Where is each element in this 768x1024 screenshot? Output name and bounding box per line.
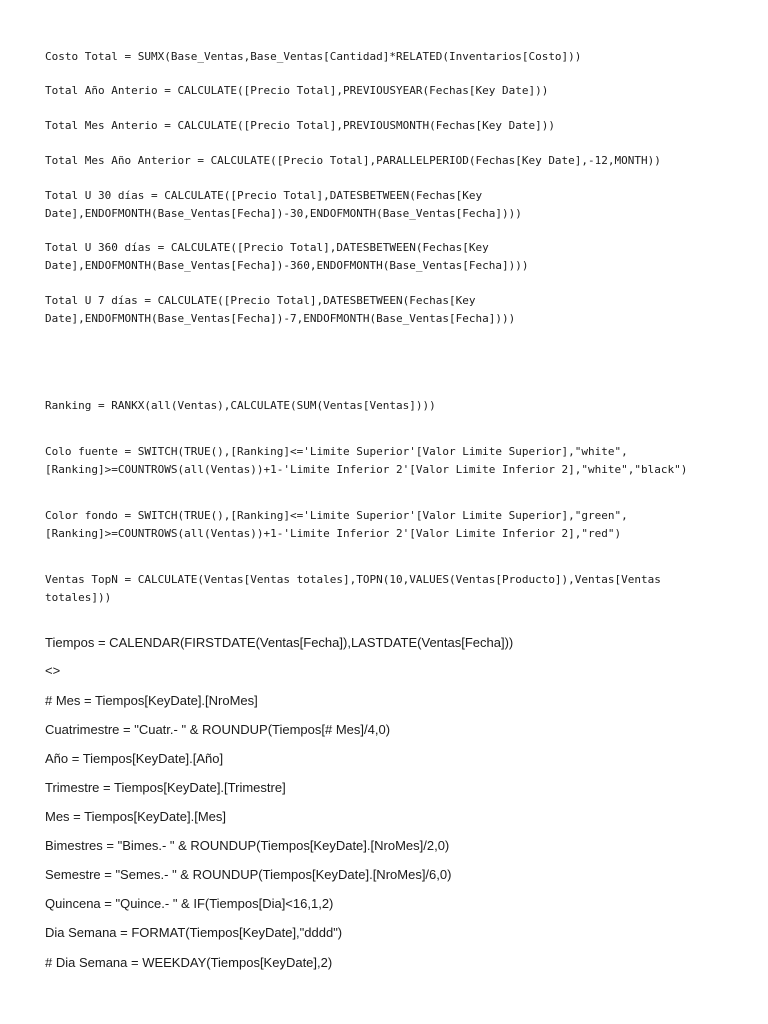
formula-num-mes: # Mes = Tiempos[KeyDate].[NroMes] [45, 693, 258, 708]
formula-quincena: Quincena = "Quince.- " & IF(Tiempos[Dia]<16,1,2) [45, 896, 334, 911]
formula-num-dia-semana: # Dia Semana = WEEKDAY(Tiempos[KeyDate],2) [45, 955, 333, 970]
formula-total-u-360-dias: Total U 360 días = CALCULATE([Precio Total],DATESBETWEEN(Fechas[Key Date],ENDOFMONTH(Base_Ventas[Fecha])-360,ENDOFMONTH(Base_Ventas[Fecha]))) [45, 241, 529, 272]
formula-semestre: Semestre = "Semes.- " & ROUNDUP(Tiempos[KeyDate].[NroMes]/6,0) [45, 867, 452, 882]
formula-total-u-30-dias: Total U 30 días = CALCULATE([Precio Total],DATESBETWEEN(Fechas[Key Date],ENDOFMONTH(Base_Ventas[Fecha])-30,ENDOFMONTH(Base_Ventas[Fecha]))) [45, 189, 522, 220]
formula-tiempos: Tiempos = CALENDAR(FIRSTDATE(Ventas[Fecha]),LASTDATE(Ventas[Fecha])) [45, 635, 514, 650]
formula-total-ano-anterio: Total Año Anterio = CALCULATE([Precio Total],PREVIOUSYEAR(Fechas[Key Date])) [45, 84, 549, 97]
formula-ranking: Ranking = RANKX(all(Ventas),CALCULATE(SUM(Ventas[Ventas]))) [45, 399, 436, 412]
formula-dia-semana: Dia Semana = FORMAT(Tiempos[KeyDate],"dddd") [45, 925, 343, 940]
formula-cuatrimestre: Cuatrimestre = "Cuatr.- " & ROUNDUP(Tiempos[# Mes]/4,0) [45, 722, 391, 737]
formula-total-mes-ano-anterior: Total Mes Año Anterior = CALCULATE([Precio Total],PARALLELPERIOD(Fechas[Key Date],-12,MONTH)) [45, 154, 661, 167]
placeholder-text: <> [45, 663, 61, 678]
formula-mes: Mes = Tiempos[KeyDate].[Mes] [45, 809, 226, 824]
formula-colo-fuente: Colo fuente = SWITCH(TRUE(),[Ranking]<='Limite Superior'[Valor Limite Superior],"white", [Ranking]>=COUNTROWS(all(Ventas))+1-'Limite Inferior 2'[Valor Limite Inferior 2],"white","black") [45, 445, 688, 476]
formula-total-u-7-dias: Total U 7 días = CALCULATE([Precio Total],DATESBETWEEN(Fechas[Key Date],ENDOFMONTH(Base_Ventas[Fecha])-7,ENDOFMONTH(Base_Ventas[Fecha]))) [45, 294, 516, 325]
formula-costo-total: Costo Total = SUMX(Base_Ventas,Base_Ventas[Cantidad]*RELATED(Inventarios[Costo])) [45, 50, 582, 63]
formula-ano: Año = Tiempos[KeyDate].[Año] [45, 751, 224, 766]
formula-bimestres: Bimestres = "Bimes.- " & ROUNDUP(Tiempos[KeyDate].[NroMes]/2,0) [45, 838, 450, 853]
formula-color-fondo: Color fondo = SWITCH(TRUE(),[Ranking]<='Limite Superior'[Valor Limite Superior],"green", [Ranking]>=COUNTROWS(all(Ventas))+1-'Limite Inferior 2'[Valor Limite Inferior 2],"red") [45, 509, 628, 540]
formula-total-mes-anterio: Total Mes Anterio = CALCULATE([Precio Total],PREVIOUSMONTH(Fechas[Key Date])) [45, 119, 555, 132]
formula-trimestre: Trimestre = Tiempos[KeyDate].[Trimestre] [45, 780, 286, 795]
formula-ventas-topn: Ventas TopN = CALCULATE(Ventas[Ventas totales],TOPN(10,VALUES(Ventas[Producto]),Ventas[Ventas totales])) [45, 573, 661, 604]
